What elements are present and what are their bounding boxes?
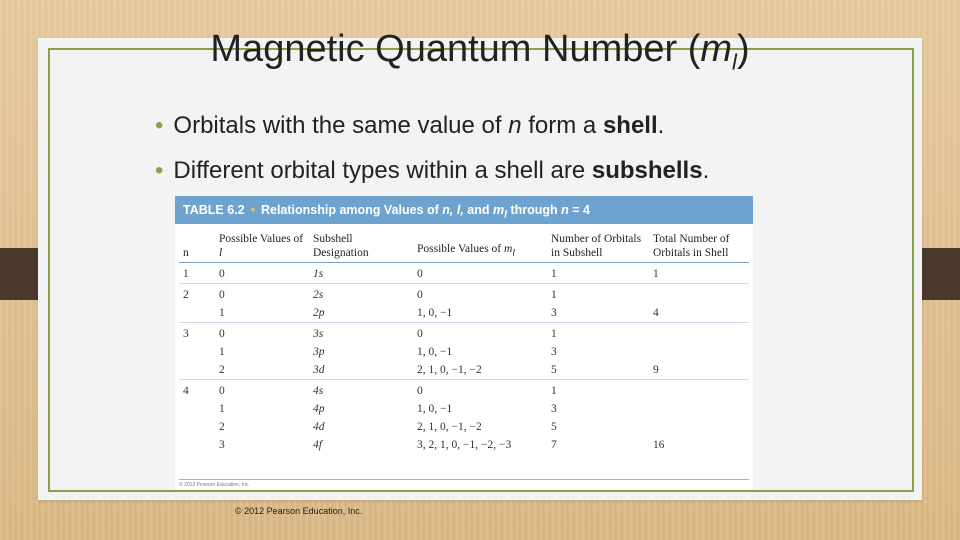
table-cell: 4 [179,380,215,401]
table-cell: 2s [309,284,413,305]
bullet-icon: • [155,157,164,184]
table-cell: 4s [309,380,413,401]
data-table [179,224,749,454]
table-row [179,284,749,305]
table-row [179,380,749,401]
table-cell: 3 [551,403,557,415]
table-cell: 3 [551,307,557,319]
table-cell [179,361,215,380]
table-row [179,400,749,418]
figure-copyright: © 2012 Pearson Education, Inc. [179,482,250,488]
bullet-shell: • Orbitals with the same value of n form a shell. [155,112,665,139]
bullet-icon: • [155,112,164,139]
table-cell: 1s [313,268,324,280]
column-header: Total Number of Orbitals in Shell [649,224,749,263]
table-cell: 1 [183,268,189,280]
table-row [179,263,749,284]
column-header: Possible Values of $m_l$ [413,224,547,263]
table-cell: 1 [547,380,649,401]
table-caption: TABLE 6.2 • Relationship among Values of n, l, and $m_l$ through n = 4 [175,196,753,224]
table-cell: 1 [653,268,659,280]
table-cell: 7 [551,439,557,451]
table-bottom-rule [179,479,749,480]
table-row [179,436,749,454]
table-cell: 1 [219,403,225,415]
table-cell: 4d [313,421,325,433]
table-cell: 2 [219,364,225,376]
table-cell: 2, 1, 0, −1, −2 [417,421,482,433]
table-cell [649,418,749,436]
table-cell: 1, 0, −1 [417,403,453,415]
table-cell: 3, 2, 1, 0, −1, −2, −3 [417,439,512,451]
table-cell [179,304,215,323]
table-cell: 5 [551,421,557,433]
table-cell: 0 [215,284,309,305]
table-cell: 3 [551,346,557,358]
table-cell: 2, 1, 0, −1, −2 [417,364,482,376]
column-header: Subshell Designation [309,224,413,263]
table-cell: 5 [551,364,557,376]
table-cell [179,418,215,436]
slide-title: Magnetic Quantum Number $(m_l)$ [210,28,750,75]
column-header: Possible Values of l [215,224,309,263]
table-cell: 3 [219,439,225,451]
table-cell: 1 [219,346,225,358]
table-cell: 2 [179,284,215,305]
table-cell: 1, 0, −1 [417,346,453,358]
table-cell [649,284,749,305]
column-header: Number of Orbitals in Subshell [547,224,649,263]
table-cell: 1 [551,268,557,280]
table-cell: 3 [179,323,215,344]
table-cell [179,436,215,454]
table-cell: 2 [219,421,225,433]
table-cell [649,400,749,418]
table-cell: 1 [547,323,649,344]
table-cell: 3s [309,323,413,344]
table-row [179,304,749,323]
table-cell [179,400,215,418]
quantum-number-table [175,196,753,490]
table-cell: 16 [653,439,665,451]
table-row [179,343,749,361]
table-cell: 4p [313,403,325,415]
table-cell: 3d [313,364,325,376]
table-cell: 3p [313,346,325,358]
table-cell: 0 [215,323,309,344]
table-header-row [179,224,749,263]
slide-credit: © 2012 Pearson Education, Inc. [235,506,363,516]
table-cell: 0 [413,323,547,344]
table-row [179,323,749,344]
table-cell: 9 [653,364,659,376]
bullet-subshells: • Different orbital types within a shell are subshells. [155,157,710,184]
table-cell: 4 [653,307,659,319]
table-cell: 1 [219,307,225,319]
column-header: n [179,224,215,263]
table-cell: 0 [219,268,225,280]
table-cell: 0 [215,380,309,401]
table-cell: 0 [413,284,547,305]
table-cell: 1 [547,284,649,305]
table-cell: 2p [313,307,325,319]
table-cell: 0 [413,380,547,401]
table-cell [179,343,215,361]
table-row [179,361,749,380]
table-cell [649,323,749,344]
table-row [179,418,749,436]
table-cell: 4f [313,439,322,451]
table-cell [649,343,749,361]
table-cell [649,380,749,401]
table-cell: 0 [417,268,423,280]
table-cell: 1, 0, −1 [417,307,453,319]
